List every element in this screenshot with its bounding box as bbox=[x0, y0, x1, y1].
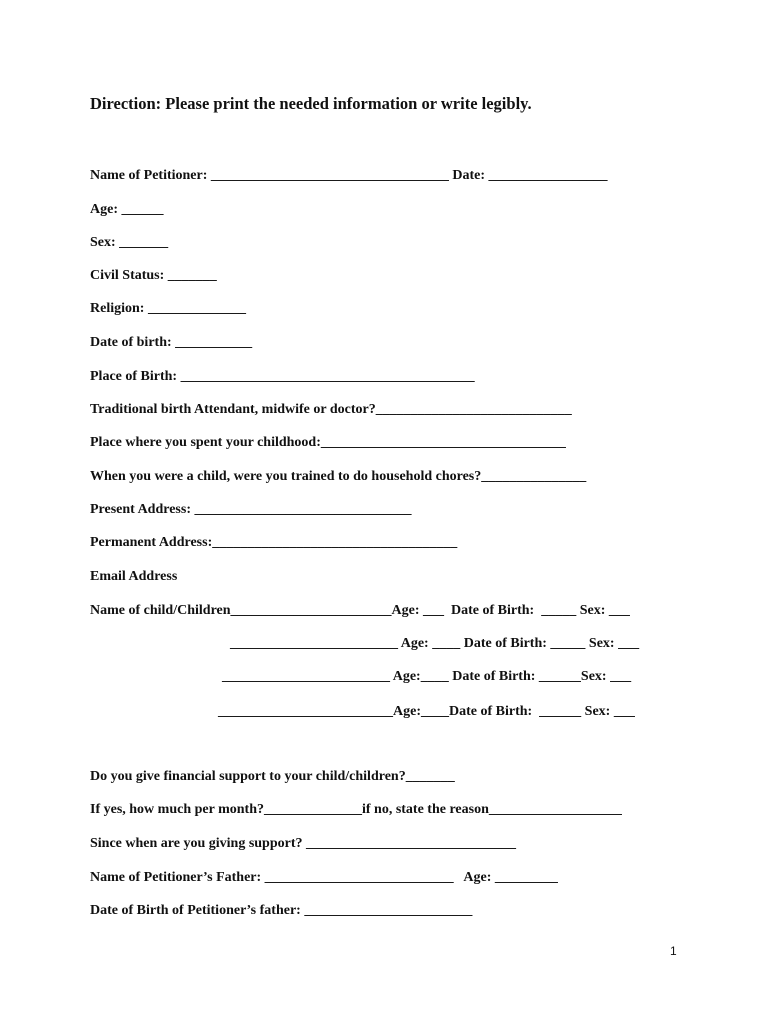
email-address-label: Email Address bbox=[90, 569, 178, 584]
civil-status-field[interactable]: Civil Status: _______ bbox=[90, 268, 217, 283]
age-field[interactable]: Age: ______ bbox=[90, 202, 164, 217]
household-chores-field[interactable]: When you were a child, were you trained to do household chores?_______________ bbox=[90, 469, 587, 484]
children-row-1[interactable]: Name of child/Children_______________________Age: ___ Date of Birth: _____ Sex: ___ bbox=[90, 603, 630, 618]
form-direction: Direction: Please print the needed information or write legibly. bbox=[90, 94, 532, 113]
religion-field[interactable]: Religion: ______________ bbox=[90, 301, 246, 316]
children-row-2[interactable]: ________________________ Age: ____ Date of Birth: _____ Sex: ___ bbox=[230, 636, 640, 651]
father-name-field[interactable]: Name of Petitioner’s Father: ___________________________ Age: _________ bbox=[90, 870, 558, 885]
children-row-4[interactable]: _________________________Age:____Date of Birth: ______ Sex: ___ bbox=[218, 704, 635, 719]
children-row-3[interactable]: ________________________ Age:____ Date of Birth: ______Sex: ___ bbox=[222, 669, 632, 684]
financial-support-field[interactable]: Do you give financial support to your child/children?_______ bbox=[90, 769, 455, 784]
amount-per-month-field[interactable]: If yes, how much per month?______________if no, state the reason___________________ bbox=[90, 802, 622, 817]
date-of-birth-field[interactable]: Date of birth: ___________ bbox=[90, 335, 253, 350]
father-dob-field[interactable]: Date of Birth of Petitioner’s father: ________________________ bbox=[90, 903, 473, 918]
childhood-place-field[interactable]: Place where you spent your childhood:___________________________________ bbox=[90, 435, 566, 450]
place-of-birth-field[interactable]: Place of Birth: __________________________________________ bbox=[90, 369, 475, 384]
permanent-address-field[interactable]: Permanent Address:___________________________________ bbox=[90, 535, 458, 550]
support-since-field[interactable]: Since when are you giving support? ______________________________ bbox=[90, 836, 516, 851]
present-address-field[interactable]: Present Address: _______________________________ bbox=[90, 502, 412, 517]
page-number: 1 bbox=[670, 944, 677, 958]
petitioner-name-date-field[interactable]: Name of Petitioner: __________________________________ Date: _________________ bbox=[90, 168, 608, 183]
birth-attendant-field[interactable]: Traditional birth Attendant, midwife or doctor?____________________________ bbox=[90, 402, 572, 417]
sex-field[interactable]: Sex: _______ bbox=[90, 235, 169, 250]
